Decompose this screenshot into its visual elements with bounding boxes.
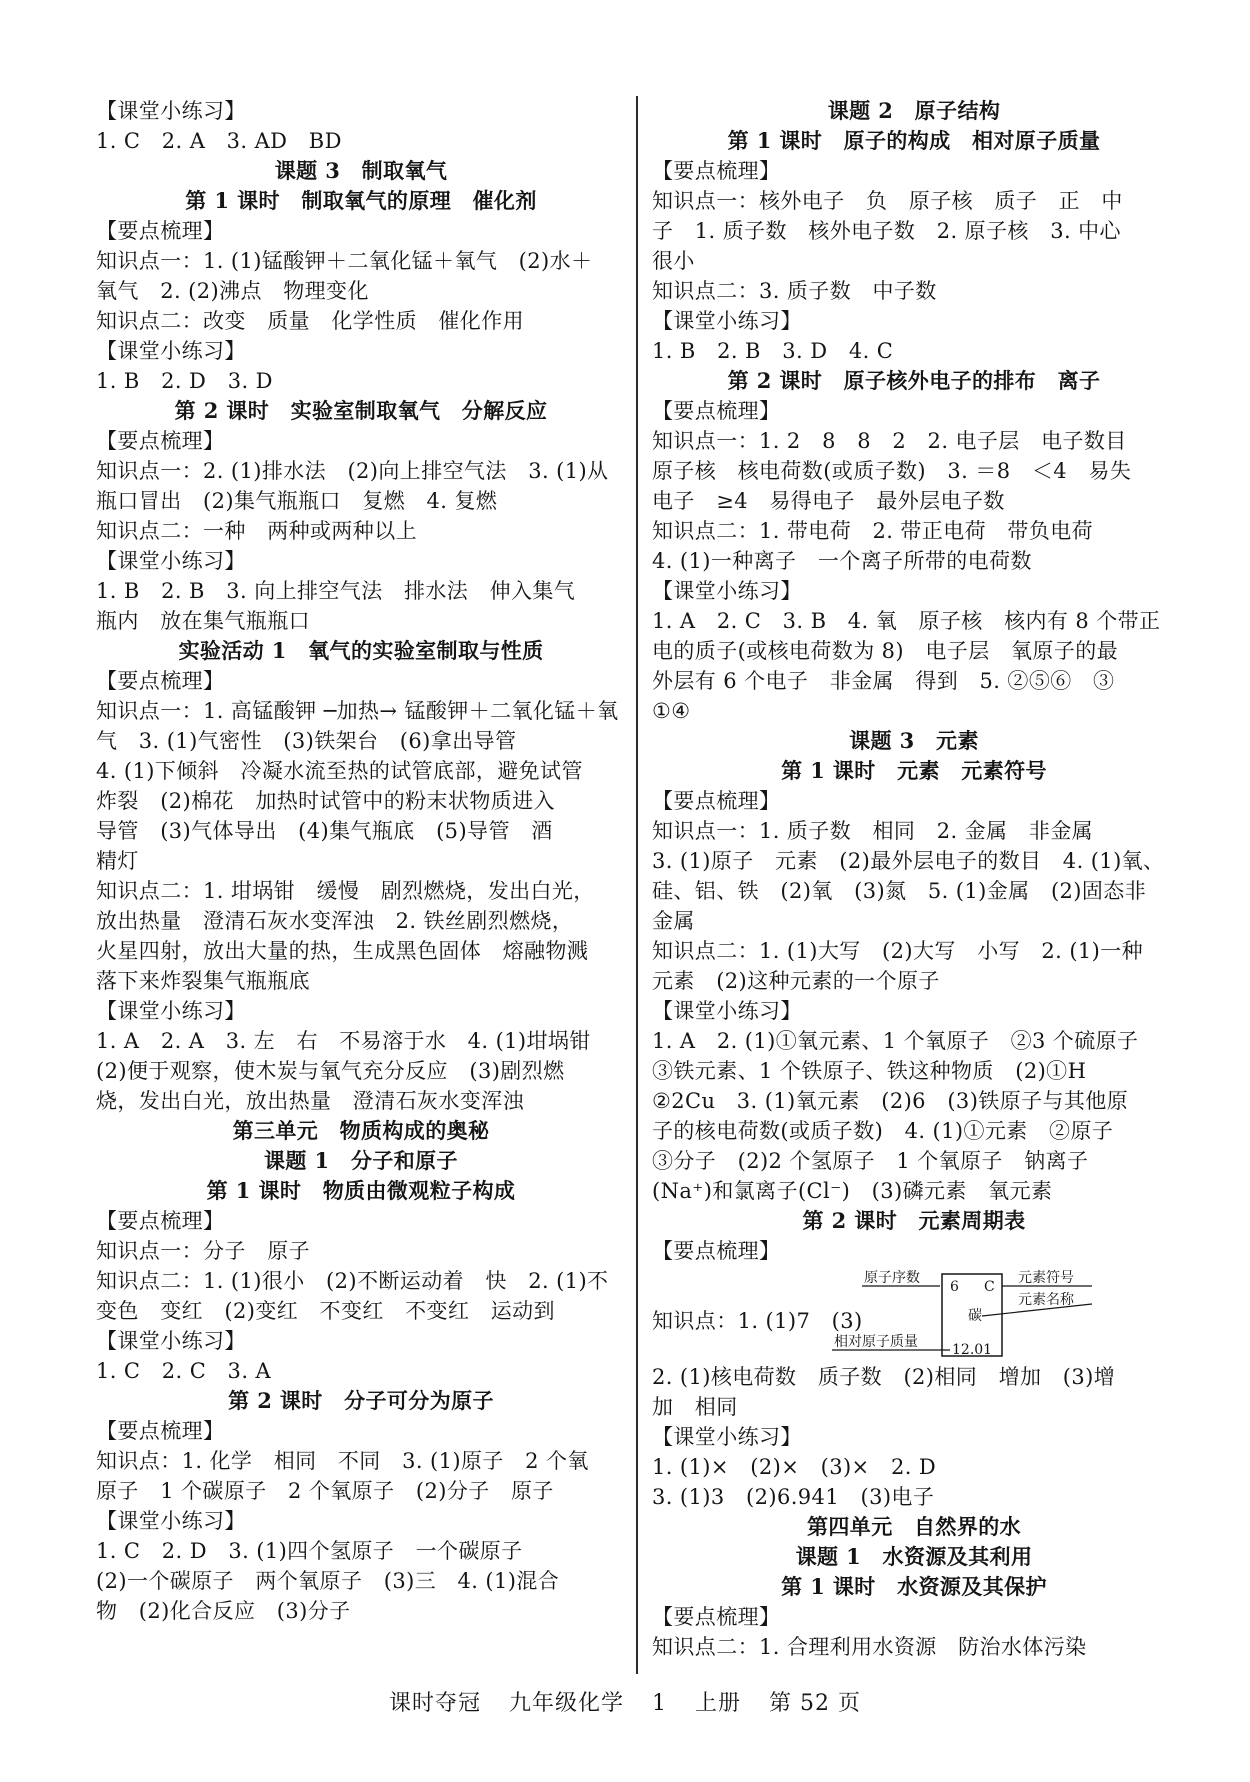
section-heading: 第 1 课时 原子的构成 相对原子质量 xyxy=(727,128,1101,153)
text-line: ③分子 (2)2 个氢原子 1 个氧原子 钠离子 xyxy=(652,1149,1089,1173)
text-line: 知识点一：1. (1)锰酸钾＋二氧化锰＋氧气 (2)水＋ xyxy=(96,249,593,273)
text-line: 元素 (2)这种元素的一个原子 xyxy=(652,969,940,993)
text-line: ②2Cu 3. (1)氧元素 (2)6 (3)铁原子与其他原 xyxy=(652,1089,1129,1113)
text-line: 1. (1)× (2)× (3)× 2. D xyxy=(652,1455,937,1479)
text-line: 知识点一：1. 质子数 相同 2. 金属 非金属 xyxy=(652,819,1094,843)
section-heading: 第 2 课时 元素周期表 xyxy=(802,1208,1026,1233)
footer-volume: 1 xyxy=(652,1691,668,1716)
text-line: 放出热量 澄清石灰水变浑浊 2. 铁丝剧烈燃烧， xyxy=(96,909,574,933)
text-line: 【课堂小练习】 xyxy=(96,99,246,123)
text-line: 精灯 xyxy=(96,849,139,873)
text-line: 子的核电荷数(或质子数) 4. (1)①元素 ②原子 xyxy=(652,1119,1114,1143)
text-line: 【课堂小练习】 xyxy=(96,1329,246,1353)
text-line: 【课堂小练习】 xyxy=(96,999,246,1023)
right-column-bottom xyxy=(652,1362,1176,1662)
text-line: 烧，发出白光，放出热量 澄清石灰水变浑浊 xyxy=(96,1089,524,1113)
text-line: 原子 1 个碳原子 2 个氧原子 (2)分子 原子 xyxy=(96,1479,554,1503)
section-heading: 第 2 课时 分子可分为原子 xyxy=(228,1388,494,1413)
text-line: 1. C 2. D 3. (1)四个氢原子 一个碳原子 xyxy=(96,1539,523,1563)
text-line: 1. A 2. (1)①氧元素、1 个氧原子 ②3 个硫原子 xyxy=(652,1029,1139,1053)
name-label: 元素名称 xyxy=(1018,1292,1074,1308)
text-line: 知识点二：1. 带电荷 2. 带正电荷 带负电荷 xyxy=(652,519,1094,543)
section-heading: 第三单元 物质构成的奥秘 xyxy=(232,1118,490,1143)
text-line: 【要点梳理】 xyxy=(652,1239,781,1263)
text-line: 1. A 2. A 3. 左 右 不易溶于水 4. (1)坩埚钳 xyxy=(96,1029,591,1053)
text-line: 【要点梳理】 xyxy=(96,1419,225,1443)
section-heading: 第 1 课时 水资源及其保护 xyxy=(781,1574,1047,1599)
element-symbol: C xyxy=(984,1279,995,1295)
text-line: 2. (1)核电荷数 质子数 (2)相同 增加 (3)增 xyxy=(652,1365,1116,1389)
section-heading: 实验活动 1 氧气的实验室制取与性质 xyxy=(178,638,544,663)
text-line: 硅、铝、铁 (2)氧 (3)氮 5. (1)金属 (2)固态非 xyxy=(652,879,1147,903)
section-heading: 课题 2 原子结构 xyxy=(827,98,1001,123)
text-line: 【课堂小练习】 xyxy=(652,579,802,603)
right-column xyxy=(652,96,1176,1662)
text-line: 落下来炸裂集气瓶瓶底 xyxy=(96,969,310,993)
periodic-lead-text: 知识点：1. (1)7 (3) xyxy=(652,1309,863,1333)
text-line: 1. B 2. B 3. 向上排空气法 排水法 伸入集气 xyxy=(96,579,576,603)
element-name: 碳 xyxy=(968,1308,982,1324)
section-heading: 第 1 课时 元素 元素符号 xyxy=(781,758,1047,783)
text-line: 【课堂小练习】 xyxy=(96,549,246,573)
text-line: 知识点一：1. 高锰酸钾 ─加热→ 锰酸钾＋二氧化锰＋氧 xyxy=(96,699,619,723)
section-heading: 第 1 课时 物质由微观粒子构成 xyxy=(206,1178,516,1203)
text-line: 外层有 6 个电子 非金属 得到 5. ②⑤⑥ ③ xyxy=(652,669,1115,693)
text-line: 3. (1)原子 元素 (2)最外层电子的数目 4. (1)氧、 xyxy=(652,849,1165,873)
text-line: (2)一个碳原子 两个氧原子 (3)三 4. (1)混合 xyxy=(96,1569,560,1593)
text-line: 知识点二：改变 质量 化学性质 催化作用 xyxy=(96,309,524,333)
text-line: 1. B 2. B 3. D 4. C xyxy=(652,339,894,363)
periodic-cell-row xyxy=(652,1266,1176,1362)
footer-page-number: 第 52 页 xyxy=(769,1691,862,1716)
atomic-mass-value: 12.01 xyxy=(952,1342,993,1358)
section-heading: 课题 3 制取氧气 xyxy=(274,158,448,183)
text-line: 4. (1)下倾斜 冷凝水流至热的试管底部，避免试管 xyxy=(96,759,583,783)
text-line: (Na⁺)和氯离子(Cl⁻) (3)磷元素 氧元素 xyxy=(652,1179,1053,1203)
text-line: 变色 变红 (2)变红 不变红 不变红 运动到 xyxy=(96,1299,555,1323)
text-line: 瓶口冒出 (2)集气瓶瓶口 复燃 4. 复燃 xyxy=(96,489,498,513)
text-line: 【要点梳理】 xyxy=(96,669,225,693)
text-line: 知识点二：1. (1)大写 (2)大写 小写 2. (1)一种 xyxy=(652,939,1144,963)
section-heading: 第 1 课时 制取氧气的原理 催化剂 xyxy=(185,188,537,213)
text-line: 1. B 2. D 3. D xyxy=(96,369,273,393)
text-line: 气 3. (1)气密性 (3)铁架台 (6)拿出导管 xyxy=(96,729,517,753)
section-heading: 课题 1 分子和原子 xyxy=(264,1148,458,1173)
text-line: (2)便于观察，使木炭与氧气充分反应 (3)剧烈燃 xyxy=(96,1059,565,1083)
text-line: 4. (1)一种离子 一个离子所带的电荷数 xyxy=(652,549,1032,573)
page-footer xyxy=(0,1686,1250,1717)
text-line: 1. C 2. C 3. A xyxy=(96,1359,272,1383)
text-line: 【要点梳理】 xyxy=(652,399,781,423)
text-line: ③铁元素、1 个铁原子、铁这种物质 (2)①H xyxy=(652,1059,1087,1083)
text-line: 知识点二：1. 坩埚钳 缓慢 剧烈燃烧，发出白光， xyxy=(96,879,595,903)
footer-book-title: 课时夺冠 xyxy=(388,1691,481,1716)
right-column-top xyxy=(652,96,1176,1266)
section-heading: 第 2 课时 实验室制取氧气 分解反应 xyxy=(174,398,548,423)
left-column xyxy=(96,96,626,1626)
text-line: 【要点梳理】 xyxy=(652,789,781,813)
section-heading: 第四单元 自然界的水 xyxy=(807,1514,1021,1539)
text-line: 火星四射，放出大量的热，生成黑色固体 熔融物溅 xyxy=(96,939,589,963)
text-line: 炸裂 (2)棉花 加热时试管中的粉末状物质进入 xyxy=(96,789,555,813)
mass-label: 相对原子质量 xyxy=(834,1334,918,1350)
text-line: 【课堂小练习】 xyxy=(96,339,246,363)
text-line: 知识点：1. 化学 相同 不同 3. (1)原子 2 个氧 xyxy=(96,1449,589,1473)
text-line: 知识点一：2. (1)排水法 (2)向上排空气法 3. (1)从 xyxy=(96,459,609,483)
text-line: 导管 (3)气体导出 (4)集气瓶底 (5)导管 酒 xyxy=(96,819,553,843)
text-line: 【要点梳理】 xyxy=(96,1209,225,1233)
text-line: 【要点梳理】 xyxy=(652,1605,781,1629)
text-line: 瓶内 放在集气瓶瓶口 xyxy=(96,609,310,633)
section-heading: 课题 1 水资源及其利用 xyxy=(795,1544,1033,1569)
text-line: 【要点梳理】 xyxy=(652,159,781,183)
text-line: 知识点一：1. 2 8 8 2 2. 电子层 电子数目 xyxy=(652,429,1127,453)
atomic-number-label: 原子序数 xyxy=(864,1270,920,1286)
text-line: 知识点一：分子 原子 xyxy=(96,1239,310,1263)
text-line: 【课堂小练习】 xyxy=(652,999,802,1023)
text-line: 原子核 核电荷数(或质子数) 3. ＝8 ＜4 易失 xyxy=(652,459,1132,483)
text-line: 知识点二：一种 两种或两种以上 xyxy=(96,519,417,543)
text-line: 3. (1)3 (2)6.941 (3)电子 xyxy=(652,1485,935,1509)
text-line: 很小 xyxy=(652,249,695,273)
text-line: 1. A 2. C 3. B 4. 氧 原子核 核内有 8 个带正 xyxy=(652,609,1161,633)
text-line: 【课堂小练习】 xyxy=(96,1509,246,1533)
periodic-table-cell-figure xyxy=(822,1266,1182,1362)
text-line: 金属 xyxy=(652,909,695,933)
text-line: 知识点二：3. 质子数 中子数 xyxy=(652,279,937,303)
text-line: 电子 ≥4 易得电子 最外层电子数 xyxy=(652,489,1005,513)
section-heading: 课题 3 元素 xyxy=(849,728,979,753)
footer-subject: 九年级化学 xyxy=(509,1691,625,1716)
footer-term: 上册 xyxy=(695,1691,742,1716)
text-line: 氧气 2. (2)沸点 物理变化 xyxy=(96,279,369,303)
section-heading: 第 2 课时 原子核外电子的排布 离子 xyxy=(727,368,1101,393)
text-line: 【要点梳理】 xyxy=(96,219,225,243)
symbol-label: 元素符号 xyxy=(1018,1270,1074,1286)
text-line: 知识点二：1. (1)很小 (2)不断运动着 快 2. (1)不 xyxy=(96,1269,609,1293)
text-line: 1. C 2. A 3. AD BD xyxy=(96,129,342,153)
text-line: 【课堂小练习】 xyxy=(652,1425,802,1449)
text-line: 【要点梳理】 xyxy=(96,429,225,453)
text-line: 物 (2)化合反应 (3)分子 xyxy=(96,1599,351,1623)
periodic-cell-diagram xyxy=(822,1266,1182,1362)
column-divider xyxy=(636,96,638,1674)
text-line: 加 相同 xyxy=(652,1395,738,1419)
text-line: 电的质子(或核电荷数为 8) 电子层 氧原子的最 xyxy=(652,639,1119,663)
text-line: 子 1. 质子数 核外电子数 2. 原子核 3. 中心 xyxy=(652,219,1121,243)
text-line: ①④ xyxy=(652,699,691,723)
text-line: 知识点二：1. 合理利用水资源 防治水体污染 xyxy=(652,1635,1087,1659)
text-line: 知识点一：核外电子 负 原子核 质子 正 中 xyxy=(652,189,1123,213)
atomic-number-value: 6 xyxy=(950,1279,959,1295)
text-line: 【课堂小练习】 xyxy=(652,309,802,333)
